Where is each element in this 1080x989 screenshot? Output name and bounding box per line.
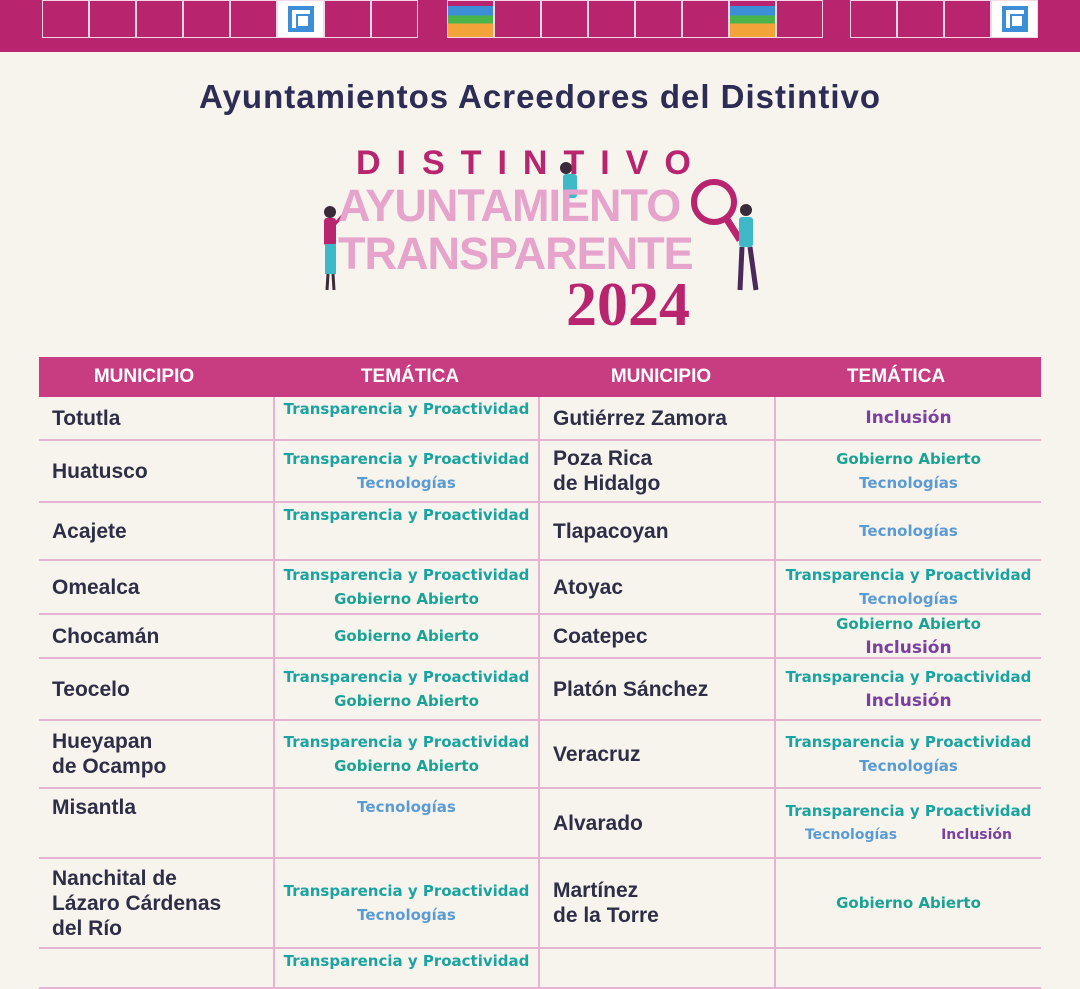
municipio-cell <box>540 397 774 439</box>
municipio-cell <box>39 561 273 613</box>
tematica-tag: Tecnologías <box>357 906 456 924</box>
logo-line-transparente: TRANSPARENTE <box>338 228 693 279</box>
municipio-cell <box>540 503 774 559</box>
municipio-cell <box>39 503 273 559</box>
banner-cell <box>42 0 89 38</box>
tematica-cell <box>774 859 1041 947</box>
page-title: Ayuntamientos Acreedores del Distintivo <box>198 78 882 115</box>
municipio-cell <box>540 859 774 947</box>
table-row <box>39 721 1041 789</box>
municipio-name: Huatusco <box>52 459 148 483</box>
tematica-cell <box>774 397 1041 439</box>
municipio-name: Omealca <box>52 575 140 599</box>
tematica-pair <box>805 823 1012 847</box>
distintivo-logo <box>300 140 780 340</box>
municipio-name: Platón Sánchez <box>553 677 709 701</box>
logo-line-distintivo: DISTINTIVO <box>356 144 707 182</box>
tematica-tag: Inclusión <box>865 691 952 711</box>
tematica-tag: Transparencia y Proactividad <box>283 882 530 900</box>
tematica-cell <box>774 503 1041 559</box>
municipio-name: Alvarado <box>553 811 643 835</box>
banner-cell <box>776 0 823 38</box>
tematica-cell <box>774 441 1041 501</box>
tematica-cell <box>774 561 1041 613</box>
tematica-tag: Tecnologías <box>357 798 456 816</box>
municipio-cell <box>540 561 774 613</box>
municipio-name: Gutiérrez Zamora <box>553 406 727 430</box>
tematica-tag: Gobierno Abierto <box>334 757 479 775</box>
tematica-tag: Gobierno Abierto <box>334 627 479 645</box>
header-municipio: MUNICIPIO <box>610 366 712 387</box>
municipio-name: Veracruz <box>553 742 641 766</box>
municipio-cell <box>540 659 774 719</box>
municipio-cell <box>39 721 273 787</box>
tematica-tag: Transparencia y Proactividad <box>283 952 530 970</box>
table-row <box>39 949 1041 989</box>
tematica-tag: Inclusión <box>941 827 1013 843</box>
tematica-cell <box>273 397 540 439</box>
table-body <box>39 397 1041 989</box>
municipio-name: Misantla <box>52 796 137 819</box>
tematica-tag: Transparencia y Proactividad <box>785 802 1032 820</box>
tematica-cell <box>273 859 540 947</box>
logo-line-ayuntamiento: AYUNTAMIENTO <box>338 180 681 231</box>
municipio-cell <box>39 659 273 719</box>
table-row <box>39 789 1041 859</box>
tematica-cell <box>273 441 540 501</box>
header-tematica: TEMÁTICA <box>846 366 946 387</box>
header-tematica: TEMÁTICA <box>360 366 460 387</box>
municipio-name: Totutla <box>52 406 121 430</box>
municipio-name: Martínez de la Torre <box>553 879 659 927</box>
banner-grid-right <box>850 0 1038 38</box>
header-municipio: MUNICIPIO <box>93 366 195 387</box>
banner-cell <box>682 0 729 38</box>
tematica-tag: Tecnologías <box>859 590 958 608</box>
banner-cell <box>588 0 635 38</box>
table-row <box>39 659 1041 721</box>
banner-stripes-icon <box>729 0 776 38</box>
tematica-cell <box>273 615 540 657</box>
municipio-name: Nanchital de Lázaro Cárdenas del Río <box>52 866 222 940</box>
tematica-cell <box>273 789 540 857</box>
tematica-tag: Tecnologías <box>357 474 456 492</box>
municipio-cell <box>39 615 273 657</box>
tematica-tag: Transparencia y Proactividad <box>785 733 1032 751</box>
municipio-name: Hueyapan de Ocampo <box>52 730 167 778</box>
municipio-cell <box>39 789 273 857</box>
tematica-tag: Transparencia y Proactividad <box>283 668 530 686</box>
municipio-name: Chocamán <box>52 624 160 648</box>
municipio-cell <box>39 441 273 501</box>
tematica-cell <box>273 949 540 987</box>
tematica-tag: Transparencia y Proactividad <box>283 450 530 468</box>
table-row <box>39 397 1041 441</box>
logo-year: 2024 <box>566 271 690 339</box>
tematica-tag: Transparencia y Proactividad <box>283 506 530 524</box>
tematica-tag: Gobierno Abierto <box>334 590 479 608</box>
banner-cell <box>371 0 418 38</box>
tematica-tag: Transparencia y Proactividad <box>785 668 1032 686</box>
municipio-name: Teocelo <box>52 677 130 701</box>
table-row <box>39 561 1041 615</box>
municipio-name: Acajete <box>52 519 127 543</box>
table-row <box>39 441 1041 503</box>
banner-grid-center <box>447 0 823 38</box>
tematica-tag: Tecnologías <box>859 474 958 492</box>
banner-cell <box>136 0 183 38</box>
tematica-tag: Inclusión <box>865 408 952 428</box>
tematica-tag: Transparencia y Proactividad <box>283 733 530 751</box>
tematica-cell <box>273 659 540 719</box>
banner-cell <box>944 0 991 38</box>
tematica-tag: Inclusión <box>865 638 952 658</box>
banner-cell <box>850 0 897 38</box>
banner-cell <box>541 0 588 38</box>
municipio-cell <box>540 615 774 657</box>
tematica-tag: Gobierno Abierto <box>836 894 981 912</box>
awards-table <box>39 357 1041 989</box>
tematica-tag: Transparencia y Proactividad <box>283 400 530 418</box>
municipio-cell <box>39 859 273 947</box>
municipio-name: Atoyac <box>553 575 624 599</box>
tematica-cell <box>273 721 540 787</box>
banner-grid-left <box>42 0 418 38</box>
municipio-name: Tlapacoyan <box>553 519 669 543</box>
tematica-cell <box>273 561 540 613</box>
tematica-tag: Tecnologías <box>804 827 898 843</box>
banner-cell <box>89 0 136 38</box>
table-row <box>39 503 1041 561</box>
table-row <box>39 615 1041 659</box>
banner-stripes-icon <box>447 0 494 38</box>
tematica-tag: Gobierno Abierto <box>836 615 981 633</box>
tematica-tag: Gobierno Abierto <box>334 692 479 710</box>
banner-cell <box>230 0 277 38</box>
tematica-tag: Tecnologías <box>859 757 958 775</box>
tematica-cell <box>273 503 540 559</box>
table-row <box>39 859 1041 949</box>
municipio-name: Poza Rica de Hidalgo <box>553 447 661 495</box>
tematica-cell <box>774 659 1041 719</box>
top-banner <box>0 0 1080 52</box>
banner-square-icon <box>277 0 324 38</box>
tematica-cell <box>774 615 1041 657</box>
tematica-tag: Gobierno Abierto <box>836 450 981 468</box>
municipio-cell <box>540 721 774 787</box>
banner-cell <box>635 0 682 38</box>
municipio-cell <box>39 949 273 987</box>
municipio-cell <box>39 397 273 439</box>
municipio-cell <box>540 441 774 501</box>
tematica-tag: Tecnologías <box>859 522 958 540</box>
municipio-name: Coatepec <box>553 624 648 648</box>
table-header <box>39 357 1041 397</box>
banner-cell <box>183 0 230 38</box>
tematica-tag: Transparencia y Proactividad <box>785 566 1032 584</box>
banner-cell <box>324 0 371 38</box>
banner-cell <box>897 0 944 38</box>
tematica-tag: Transparencia y Proactividad <box>283 566 530 584</box>
tematica-cell <box>774 721 1041 787</box>
municipio-cell <box>540 789 774 857</box>
tematica-cell <box>774 949 1041 987</box>
banner-square-icon <box>991 0 1038 38</box>
banner-cell <box>494 0 541 38</box>
municipio-cell <box>540 949 774 987</box>
tematica-cell <box>774 789 1041 857</box>
